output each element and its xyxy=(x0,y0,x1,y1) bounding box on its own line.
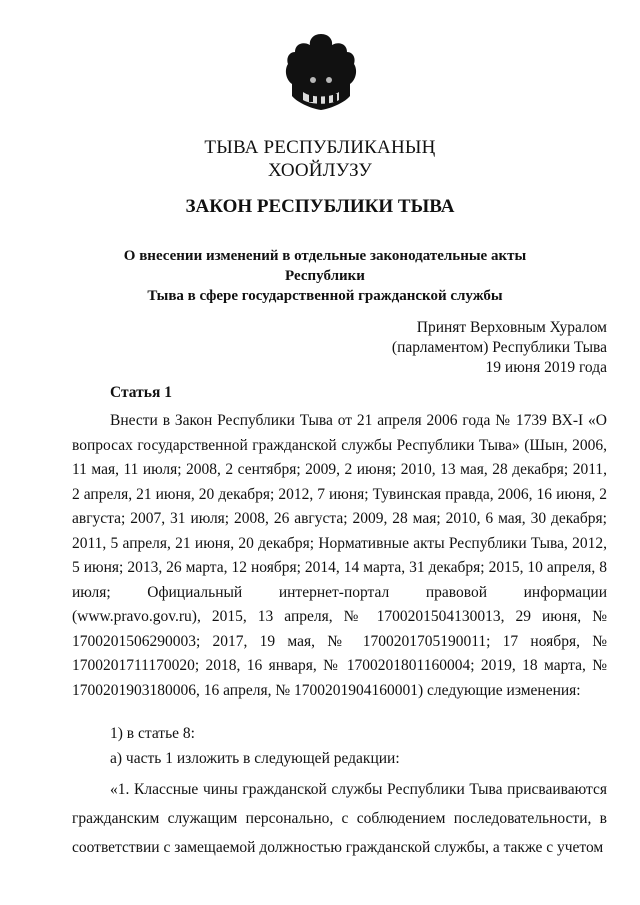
adoption-note xyxy=(392,318,607,378)
law-title: ЗАКОН РЕСПУБЛИКИ ТЫВА xyxy=(185,196,455,217)
tuva-republic-emblem-icon xyxy=(283,30,359,114)
adoption-line2: (парламентом) Республики Тыва xyxy=(391,339,607,356)
law-subject-line2: Тыва в сфере государственной гражданской службы xyxy=(147,288,503,304)
article-body xyxy=(72,409,607,703)
quoted-text xyxy=(72,775,607,862)
list-item-1a: а) часть 1 изложить в следующей редакции: xyxy=(110,750,400,767)
adoption-date: 19 июня 2019 года xyxy=(485,359,607,376)
header-title-line2: ХООЙЛУЗУ xyxy=(267,160,373,181)
quoted-paragraph: «1. Классные чины гражданской службы Республики Тыва присваиваются гражданским служащим персонально, с соблюдением последовательности, в соответствии с замещаемой должностью гражданской службы, а также с учетом xyxy=(72,781,607,856)
article-heading: Статья 1 xyxy=(110,384,172,401)
article-paragraph: Внести в Закон Республики Тыва от 21 апреля 2006 года № 1739 ВХ-I «О вопросах государственной гражданской службы Республики Тыва» (Шын, 2006, 11 мая, 11 июля; 2008, 2 сентября; 2009, 2 июня; 2010, 13 мая, 28 декабря; 2011, 2 апреля, 21 июня, 20 декабря; 2012, 7 июня; Тувинская правда, 2006, 16 июня, 2 августа; 2007, 31 июля; 2008, 26 августа; 2009, 28 мая; 2010, 6 мая, 30 декабря; 2011, 5 апреля, 21 июня, 20 декабря; Нормативные акты Республики Тыва, 2012, 5 июня; 2013, 26 марта, 12 ноября; 2014, 14 марта, 31 декабря; 2015, 10 апреля, 8 июля; Официальный интернет-портал правовой информации (www.pravo.gov.ru), 2015, 13 апреля, № 1700201504130013, 29 июня, № 1700201506290003; 2017, 19 мая, № 1700201705190011; 17 ноября, № 1700201711170020; 2018, 16 января, № 1700201801160004; 2019, 18 марта, № 1700201903180006, 16 апреля, № 1700201904160001) следующие изменения: xyxy=(72,412,607,699)
law-subject-line1: О внесении изменений в отдельные законодательные акты Республики xyxy=(123,248,527,284)
adoption-line1: Принят Верховным Хуралом xyxy=(416,319,607,336)
header-title-line1: ТЫВА РЕСПУБЛИКАНЫҢ xyxy=(204,137,436,158)
law-subject xyxy=(100,246,550,306)
list-item-1: 1) в статье 8: xyxy=(110,725,195,742)
document-header-tuvan xyxy=(0,136,640,182)
